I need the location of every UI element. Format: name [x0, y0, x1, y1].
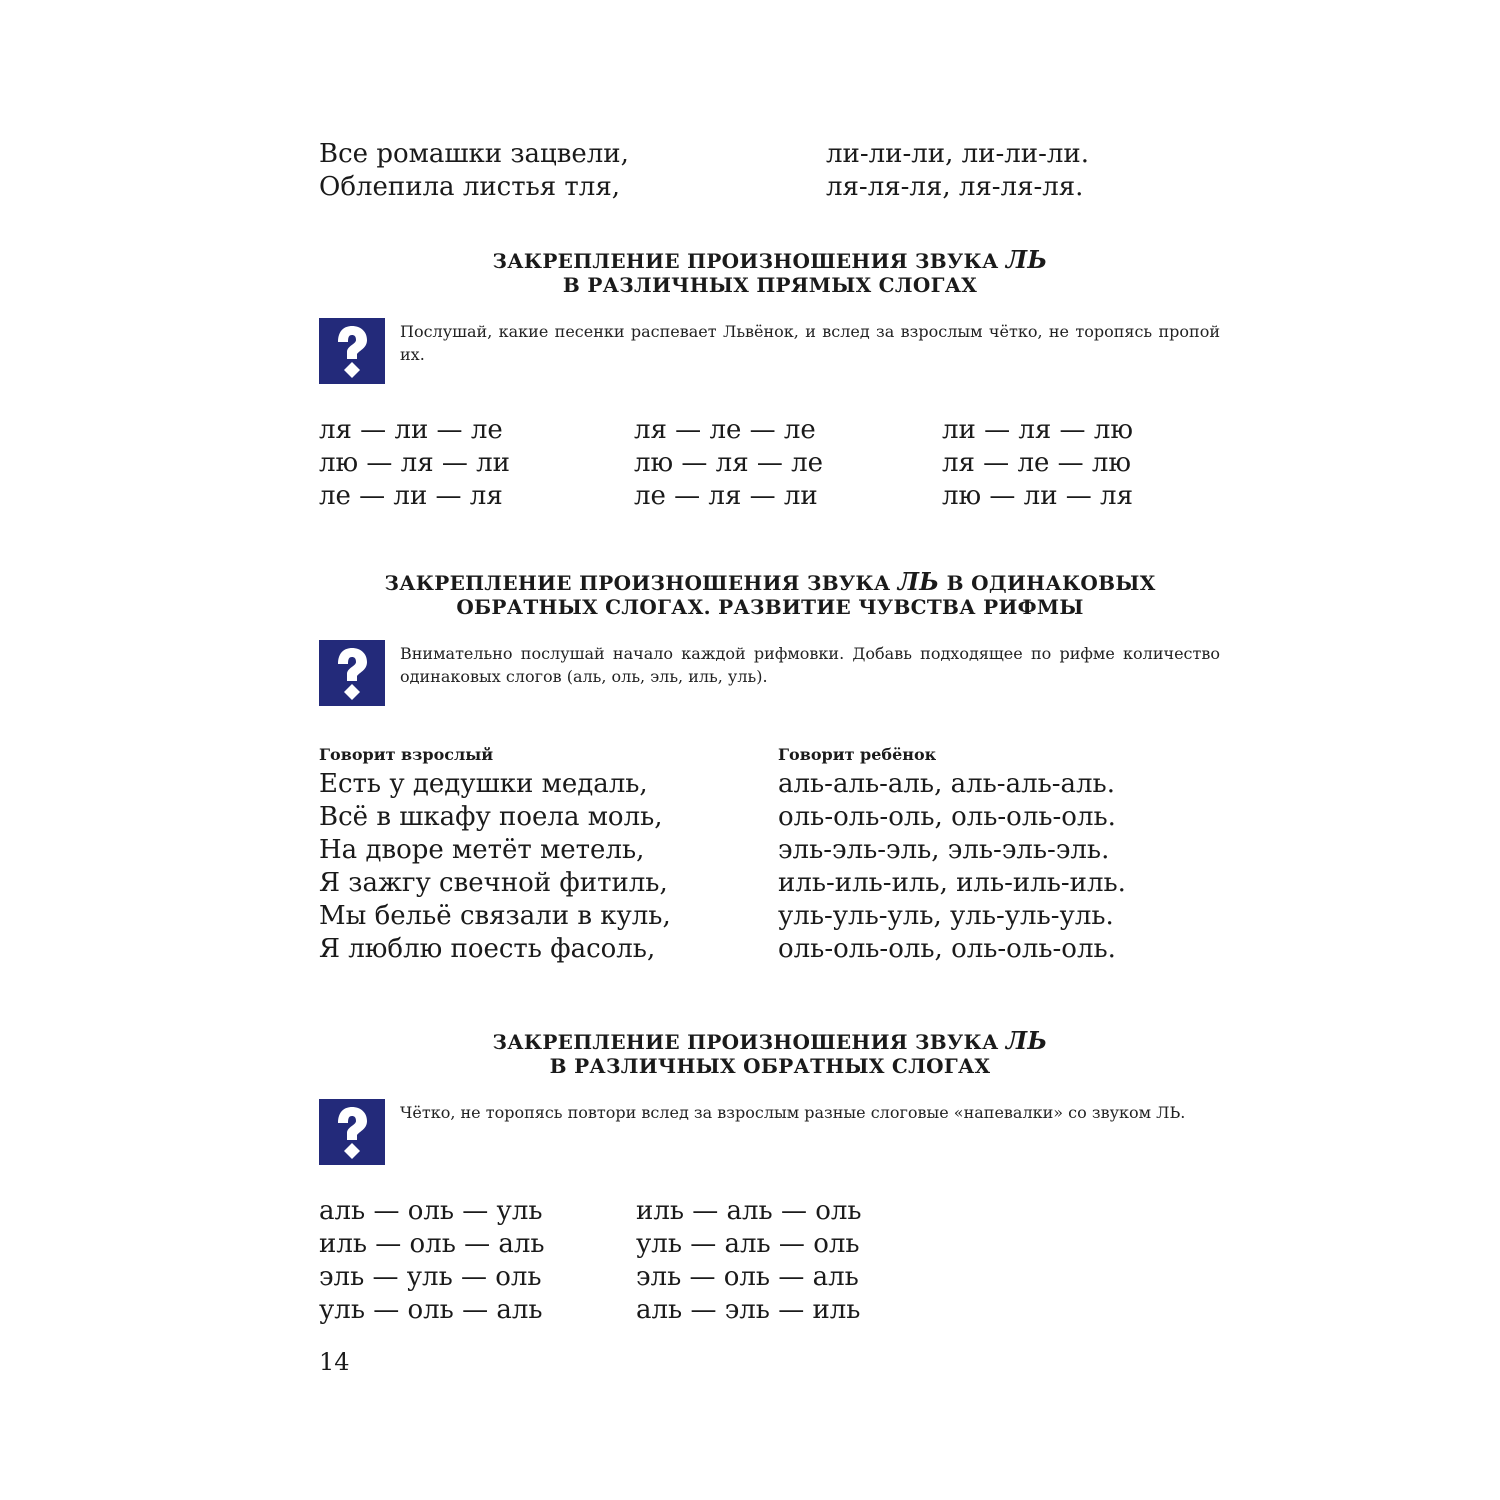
- syllable-row: аль — оль — уль: [319, 1196, 543, 1226]
- heading-text: ЗАКРЕПЛЕНИЕ ПРОИЗНОШЕНИЯ ЗВУКА: [384, 571, 898, 595]
- syllable-row: аль — эль — иль: [636, 1295, 861, 1325]
- syllable-row: ля — ле — ле: [634, 415, 816, 445]
- syllable-row: ле — ли — ля: [319, 481, 503, 511]
- task-instruction: Внимательно послушай начало каждой рифмовки. Добавь подходящее по рифме количество одинаковых слогов (аль, оль, эль, иль, уль).: [400, 644, 1220, 686]
- heading-text: В ОДИНАКОВЫХ: [939, 571, 1156, 595]
- adult-line: Есть у дедушки медаль,: [319, 769, 648, 799]
- syllable-row: эль — уль — оль: [319, 1262, 542, 1292]
- heading-sound: ЛЬ: [1005, 245, 1048, 274]
- heading-sound: ЛЬ: [897, 567, 940, 596]
- verse-line: Облепила листья тля,: [319, 172, 620, 202]
- syllable-row: лю — ли — ля: [942, 481, 1133, 511]
- section-heading: [290, 1026, 1250, 1078]
- child-line: эль-эль-эль, эль-эль-эль.: [778, 835, 1110, 865]
- page-number: 14: [319, 1348, 350, 1376]
- syllable-row: эль — оль — аль: [636, 1262, 859, 1292]
- syllable-row: ля — ли — ле: [319, 415, 503, 445]
- syllable-row: лю — ля — ле: [634, 448, 824, 478]
- syllable-row: лю — ля — ли: [319, 448, 510, 478]
- syllable-row: иль — оль — аль: [319, 1229, 545, 1259]
- child-line: уль-уль-уль, уль-уль-уль.: [778, 901, 1114, 931]
- verse-line: ля-ля-ля, ля-ля-ля.: [826, 172, 1084, 202]
- question-mark-icon: [319, 640, 385, 706]
- syllable-row: уль — аль — оль: [636, 1229, 860, 1259]
- heading-text: В РАЗЛИЧНЫХ ПРЯМЫХ СЛОГАХ: [562, 273, 978, 297]
- syllable-row: ли — ля — лю: [942, 415, 1133, 445]
- adult-line: Я люблю поесть фасоль,: [319, 934, 656, 964]
- child-line: аль-аль-аль, аль-аль-аль.: [778, 769, 1115, 799]
- syllable-row: ля — ле — лю: [942, 448, 1132, 478]
- syllable-row: уль — оль — аль: [319, 1295, 543, 1325]
- heading-text: В РАЗЛИЧНЫХ ОБРАТНЫХ СЛОГАХ: [549, 1054, 991, 1078]
- verse-line: Все ромашки зацвели,: [319, 139, 629, 169]
- question-mark-icon: [319, 1099, 385, 1165]
- heading-text: ЗАКРЕПЛЕНИЕ ПРОИЗНОШЕНИЯ ЗВУКА: [492, 249, 1006, 273]
- question-mark-icon: [319, 318, 385, 384]
- verse-line: ли-ли-ли, ли-ли-ли.: [826, 139, 1090, 169]
- adult-line: На дворе метёт метель,: [319, 835, 645, 865]
- adult-line: Я зажгу свечной фитиль,: [319, 868, 668, 898]
- section-heading: [290, 567, 1250, 619]
- section-heading: [290, 245, 1250, 297]
- child-line: иль-иль-иль, иль-иль-иль.: [778, 868, 1126, 898]
- heading-sound: ЛЬ: [1005, 1026, 1048, 1055]
- syllable-row: ле — ля — ли: [634, 481, 818, 511]
- task-instruction: Послушай, какие песенки распевает Львёнок, и вслед за взрослым чётко, не торопясь пропой их.: [400, 322, 1220, 364]
- adult-line: Мы бельё связали в куль,: [319, 901, 671, 931]
- heading-text: ЗАКРЕПЛЕНИЕ ПРОИЗНОШЕНИЯ ЗВУКА: [492, 1030, 1006, 1054]
- heading-text: ОБРАТНЫХ СЛОГАХ. РАЗВИТИЕ ЧУВСТВА РИФМЫ: [456, 595, 1084, 619]
- syllable-row: иль — аль — оль: [636, 1196, 862, 1226]
- adult-column-label: Говорит взрослый: [319, 745, 494, 764]
- child-column-label: Говорит ребёнок: [778, 745, 937, 764]
- child-line: оль-оль-оль, оль-оль-оль.: [778, 934, 1116, 964]
- task-instruction: Чётко, не торопясь повтори вслед за взрослым разные слоговые «напевалки» со звуком ЛЬ.: [400, 1103, 1186, 1122]
- child-line: оль-оль-оль, оль-оль-оль.: [778, 802, 1116, 832]
- adult-line: Всё в шкафу поела моль,: [319, 802, 663, 832]
